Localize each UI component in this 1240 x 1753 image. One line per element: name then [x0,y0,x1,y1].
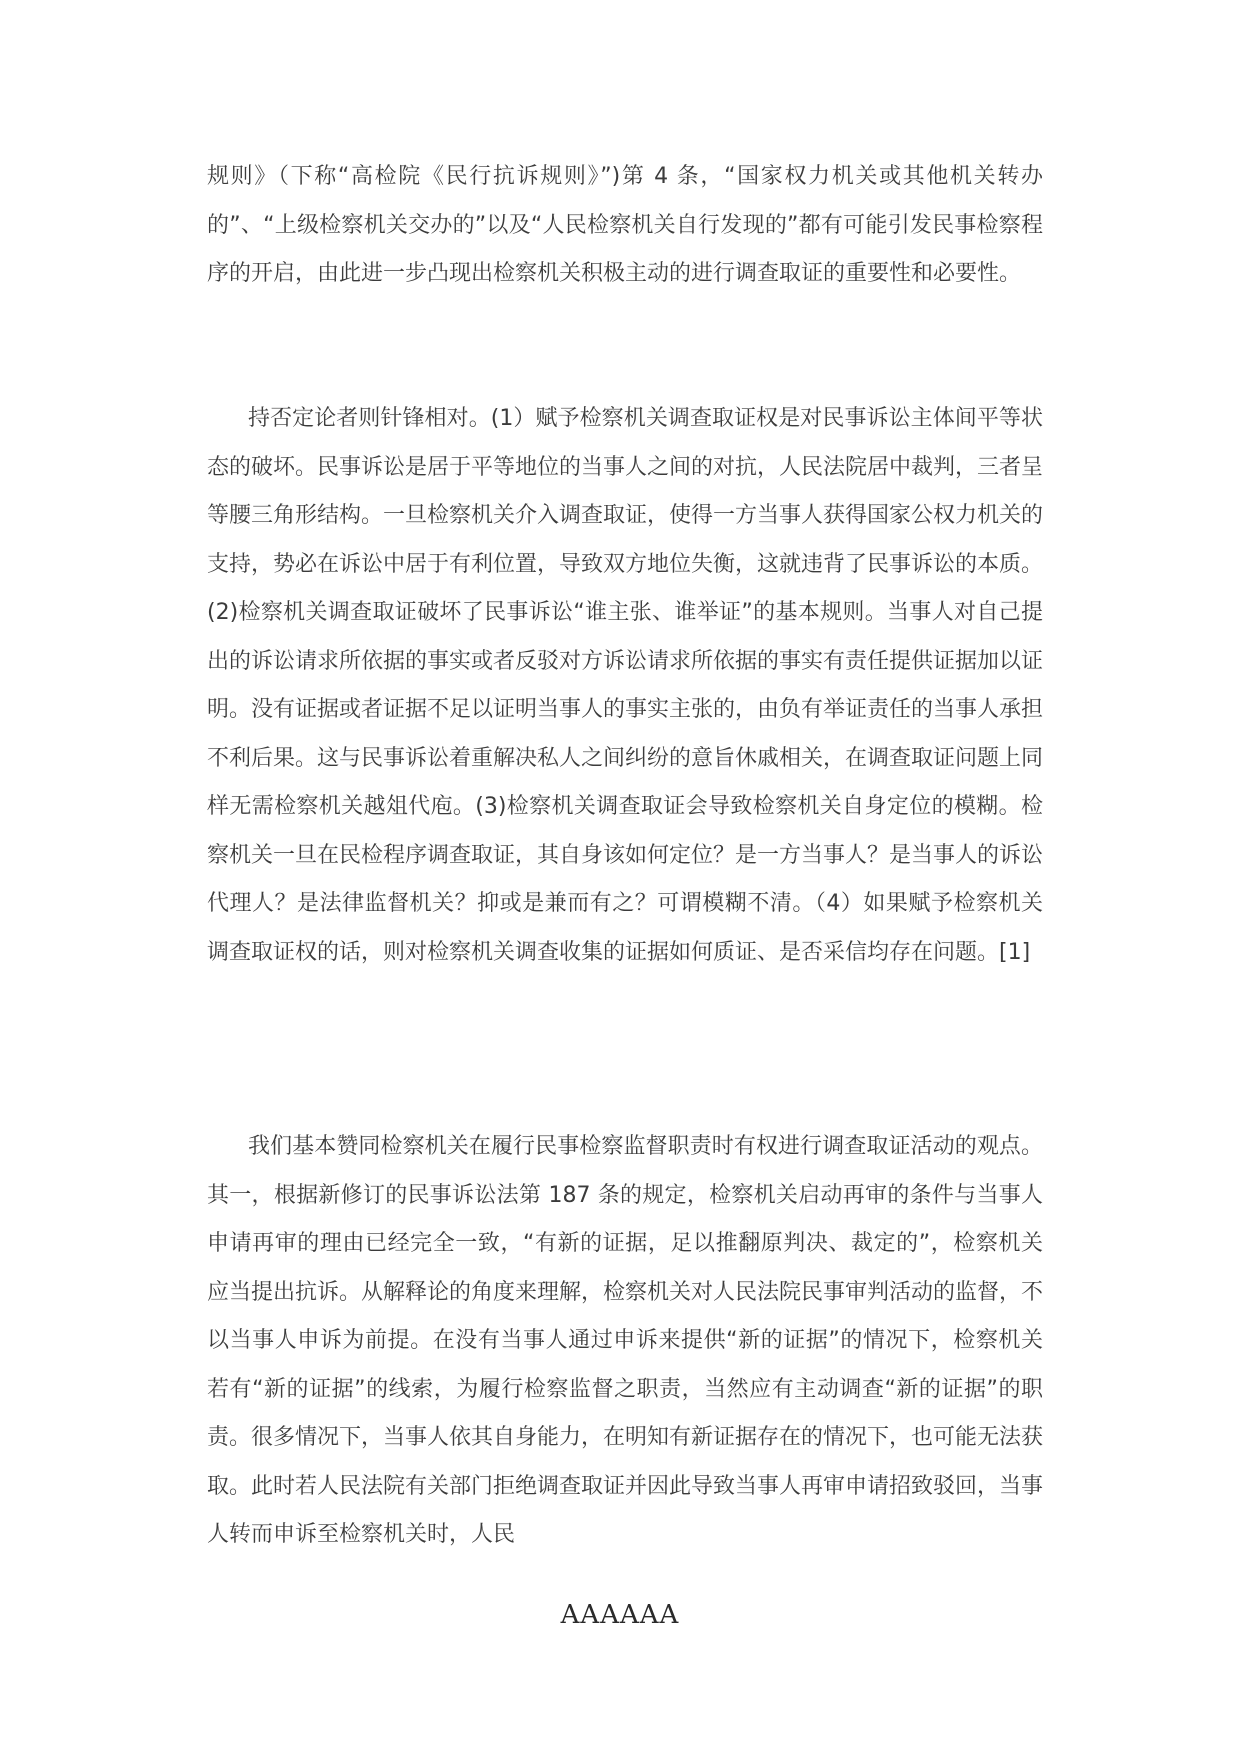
page-footer: AAAAAA [560,1600,680,1630]
paragraph-1: 规则》（下称“高检院《民行抗诉规则》”)第 4 条，“国家权力机关或其他机关转办的”、“上级检察机关交办的”以及“人民检察机关自行发现的”都有可能引发民事检察程序的开启，由此进一步凸现出检察机关积极主动的进行调查取证的重要性和必要性。 [207,164,1043,286]
paragraph-3: 我们基本赞同检察机关在履行民事检察监督职责时有权进行调查取证活动的观点。其一，根据新修订的民事诉讼法第 187 条的规定，检察机关启动再审的条件与当事人申请再审的理由已经完全一致，“有新的证据，足以推翻原判决、裁定的”，检察机关应当提出抗诉。从解释论的角度来理解，检察机关对人民法院民事审判活动的监督，不以当事人申诉为前提。在没有当事人通过申诉来提供“新的证据”的情况下，检察机关若有“新的证据”的线索，为履行检察监督之职责，当然应有主动调查“新的证据”的职责。很多情况下，当事人依其自身能力，在明知有新证据存在的情况下，也可能无法获取。此时若人民法院有关部门拒绝调查取证并因此导致当事人再审申请招致驳回，当事人转而申诉至检察机关时，人民 [207,1134,1044,1547]
paragraph-2: 持否定论者则针锋相对。(1）赋予检察机关调查取证权是对民事诉讼主体间平等状态的破坏。民事诉讼是居于平等地位的当事人之间的对抗，人民法院居中裁判，三者呈等腰三角形结构。一旦检察机关介入调查取证，使得一方当事人获得国家公权力机关的支持，势必在诉讼中居于有利位置，导致双方地位失衡，这就违背了民事诉讼的本质。(2)检察机关调查取证破坏了民事诉讼“谁主张、谁举证”的基本规则。当事人对自己提出的诉讼请求所依据的事实或者反驳对方诉讼请求所依据的事实有责任提供证据加以证明。没有证据或者证据不足以证明当事人的事实主张的，由负有举证责任的当事人承担不利后果。这与民事诉讼着重解决私人之间纠纷的意旨休戚相关，在调查取证问题上同样无需检察机关越俎代庖。(3)检察机关调查取证会导致检察机关自身定位的模糊。检察机关一旦在民检程序调查取证，其自身该如何定位？是一方当事人？是当事人的诉讼代理人？是法律监督机关？抑或是兼而有之？可谓模糊不清。（4）如果赋予检察机关调查取证权的话，则对检察机关调查收集的证据如何质证、是否采信均存在问题。[1] [207,406,1044,965]
